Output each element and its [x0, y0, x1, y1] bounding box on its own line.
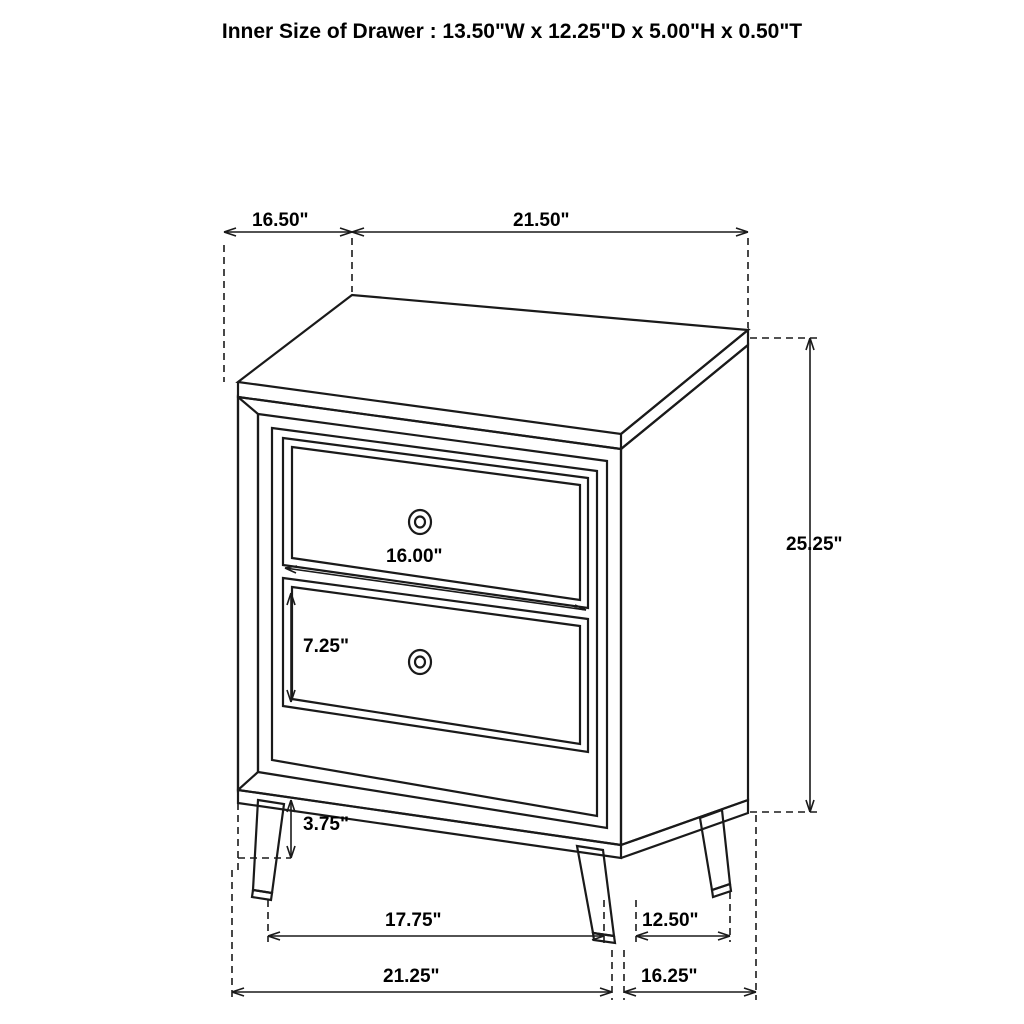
dimension-label-top-width: 21.50" [513, 210, 570, 231]
leg-front-left [252, 800, 284, 900]
lower-drawer-knob [409, 650, 431, 674]
dimension-label-top-depth: 16.50" [252, 210, 309, 231]
dimension-label-drawer-width: 16.00" [386, 546, 443, 567]
leg-back-right [700, 810, 731, 897]
cabinet-top-panel [238, 295, 748, 449]
dimension-label-overall-width: 21.25" [383, 966, 440, 987]
cabinet-left-side [238, 397, 258, 790]
dimension-label-leg-height: 3.75" [303, 814, 349, 835]
dimension-label-base-front-width: 17.75" [385, 910, 442, 931]
dimension-label-overall-depth: 16.25" [641, 966, 698, 987]
dimension-label-lower-drawer-height: 7.25" [303, 636, 349, 657]
cabinet-right-side [621, 345, 748, 845]
page-title: Inner Size of Drawer : 13.50"W x 12.25"D x 5.00"H x 0.50"T [221, 20, 803, 43]
dimension-label-right-height: 25.25" [786, 534, 843, 555]
dimension-label-base-side-depth: 12.50" [642, 910, 699, 931]
leg-front-right [577, 846, 615, 943]
upper-drawer-knob [409, 510, 431, 534]
